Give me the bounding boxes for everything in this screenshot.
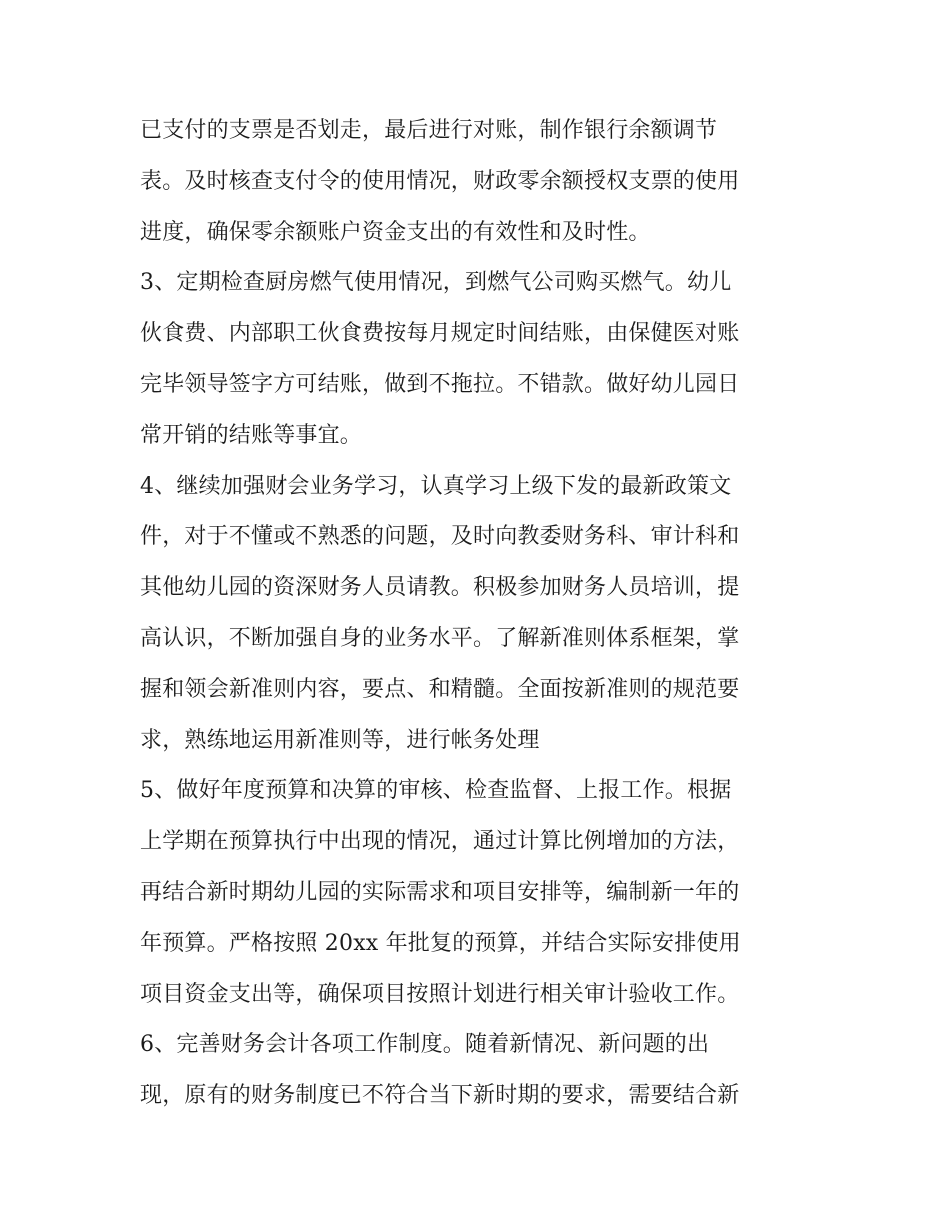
text-line: 伙食费、内部职工伙食费按每月规定时间结账，由保健医对账: [140, 321, 740, 347]
text-line: 件，对于不懂或不熟悉的问题，及时向教委财务科、审计科和: [140, 524, 740, 550]
text-line: 上学期在预算执行中出现的情况，通过计算比例增加的方法，: [140, 829, 740, 855]
text-line: 5、做好年度预算和决算的审核、检查监督、上报工作。根据: [140, 778, 732, 804]
text-line: 其他幼儿园的资深财务人员请教。积极参加财务人员培训，提: [140, 575, 740, 601]
text-line: 高认识，不断加强自身的业务水平。了解新准则体系框架，掌: [140, 625, 740, 651]
text-line: 再结合新时期幼儿园的实际需求和项目安排等，编制新一年的: [140, 879, 740, 905]
document-body: [140, 106, 820, 1122]
text-line: 现，原有的财务制度已不符合当下新时期的要求，需要结合新: [140, 1083, 740, 1109]
text-line: 求，熟练地运用新准则等，进行帐务处理: [140, 727, 540, 753]
text-line: 常开销的结账等事宜。: [140, 422, 363, 448]
text-line: 项目资金支出等，确保项目按照计划进行相关审计验收工作。: [140, 981, 740, 1007]
text-line: 年预算。严格按照 20xx 年批复的预算，并结合实际安排使用: [140, 930, 741, 956]
text-line: 握和领会新准则内容，要点、和精髓。全面按新准则的规范要: [140, 676, 740, 702]
text-line: 4、继续加强财会业务学习，认真学习上级下发的最新政策文: [140, 473, 732, 499]
text-line: 3、定期检查厨房燃气使用情况，到燃气公司购买燃气。幼儿: [140, 270, 732, 296]
text-line: 表。及时核查支付令的使用情况，财政零余额授权支票的使用: [140, 168, 740, 194]
text-line: 完毕领导签字方可结账，做到不拖拉。不错款。做好幼儿园日: [140, 371, 740, 397]
text-line: 6、完善财务会计各项工作制度。随着新情况、新问题的出: [140, 1032, 710, 1058]
text-line: 进度，确保零余额账户资金支出的有效性和及时性。: [140, 219, 651, 245]
text-line: 已支付的支票是否划走，最后进行对账，制作银行余额调节: [140, 118, 718, 143]
